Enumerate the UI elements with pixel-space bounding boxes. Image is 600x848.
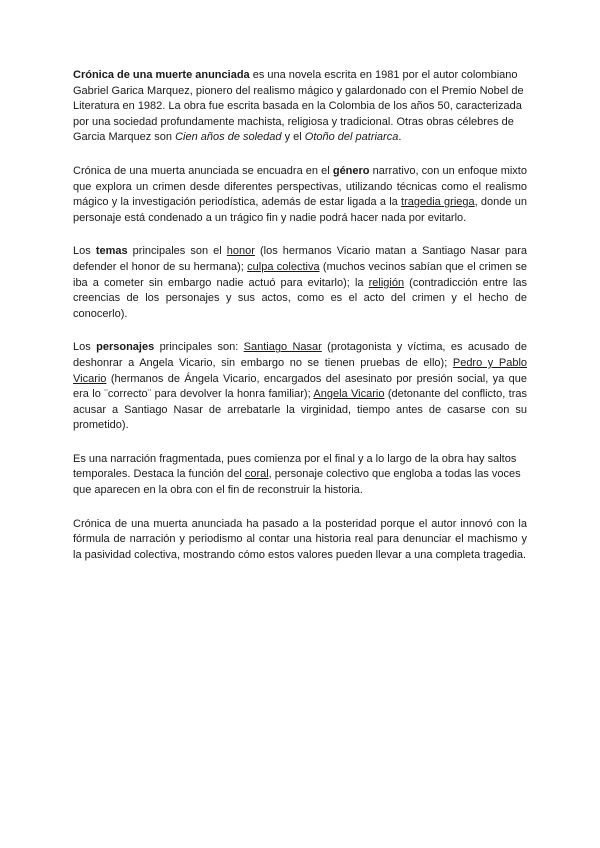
paragraph-themes: Los temas principales son el honor (los hermanos Vicario matan a Santiago Nasar para defender el honor de su hermana); culpa colectiva (muchos vecinos sabían que el crimen se iba a cometer sin embargo nadie actuó para evitarlo); la religión (contradicción entre las creencias de los personajes y sus actos, como es el acto del crimen y el hecho de conocerlo).: [73, 245, 527, 320]
characters-term: personajes: [96, 341, 155, 354]
themes-term: temas: [95, 245, 128, 258]
paragraph-introduction: Crónica de una muerte anunciada es una novela escrita en 1981 por el autor colombiano Gabriel Garica Marquez, pionero del realismo mágico y galardonado con el Premio Nobel de Literatura en 1982. La obra fue escrita basada en la Colombia de los años 50, caracterizada por una sociedad profundamente machista, religiosa y tradicional. Otras obras célebres de Garcia Marquez son Cien años de soledad y el Otoño del patriarca.: [73, 69, 524, 144]
santiago-nasar-link[interactable]: Santiago Nasar: [243, 341, 322, 354]
paragraph-conclusion: Crónica de una muerta anunciada ha pasado a la posteridad porque el autor innovó con la fórmula de narración y periodismo al contar una historia real para denunciar el machismo y la pasividad colectiva, mostrando cómo estos valores pueden llevar a una completa tragedia.: [73, 517, 527, 561]
novel-title: Crónica de una muerte anunciada: [73, 69, 250, 81]
pedro-pablo-vicario-link[interactable]: Pedro y Pablo Vicario: [73, 356, 528, 385]
religion-link[interactable]: religión: [368, 276, 405, 289]
culpa-colectiva-link[interactable]: culpa colectiva: [247, 260, 320, 273]
paragraph-characters: Los personajes principales son: Santiago Nasar (protagonista y víctima, es acusado de deshonrar a Angela Vicario, sin embargo no se tienen pruebas de ello); Pedro y Pablo Vicario (hermanos de Ángela Vicario, encargados del asesinato por presión social, ya que era lo ¨correcto¨ para devolver la honra familiar); Angela Vicario (detonante del conflicto, tras acusar a Santiago Nasar de arrebatarle la virginidad, tiempo antes de casarse con su prometido).: [73, 341, 528, 432]
paragraph-genre: Crónica de una muerta anunciada se encuadra en el género narrativo, con un enfoque mixto que explora un crimen desde diferentes perspectivas, utilizando técnicas como el realismo mágico y la investigación periodística, además de estar ligada a la tragedia griega, donde un personaje está condenado a un trágico fin y nadie podrá hacer nada por evitarlo.: [73, 164, 528, 224]
work-title-cien-anos: Cien años de soledad: [175, 131, 282, 144]
work-title-otono: Otoño del patriarca: [304, 131, 399, 144]
tragedia-griega-link[interactable]: tragedia griega: [401, 196, 475, 209]
angela-vicario-link[interactable]: Angela Vicario: [313, 388, 385, 401]
genre-term: género: [332, 164, 370, 177]
honor-link[interactable]: honor: [226, 245, 255, 258]
coral-link[interactable]: coral: [244, 468, 269, 481]
paragraph-structure: Es una narración fragmentada, pues comienza por el final y a lo largo de la obra hay saltos temporales. Destaca la función del coral, personaje colectivo que engloba a todas las voces que aparecen en la obra con el fin de reconstruir la historia.: [73, 452, 521, 497]
